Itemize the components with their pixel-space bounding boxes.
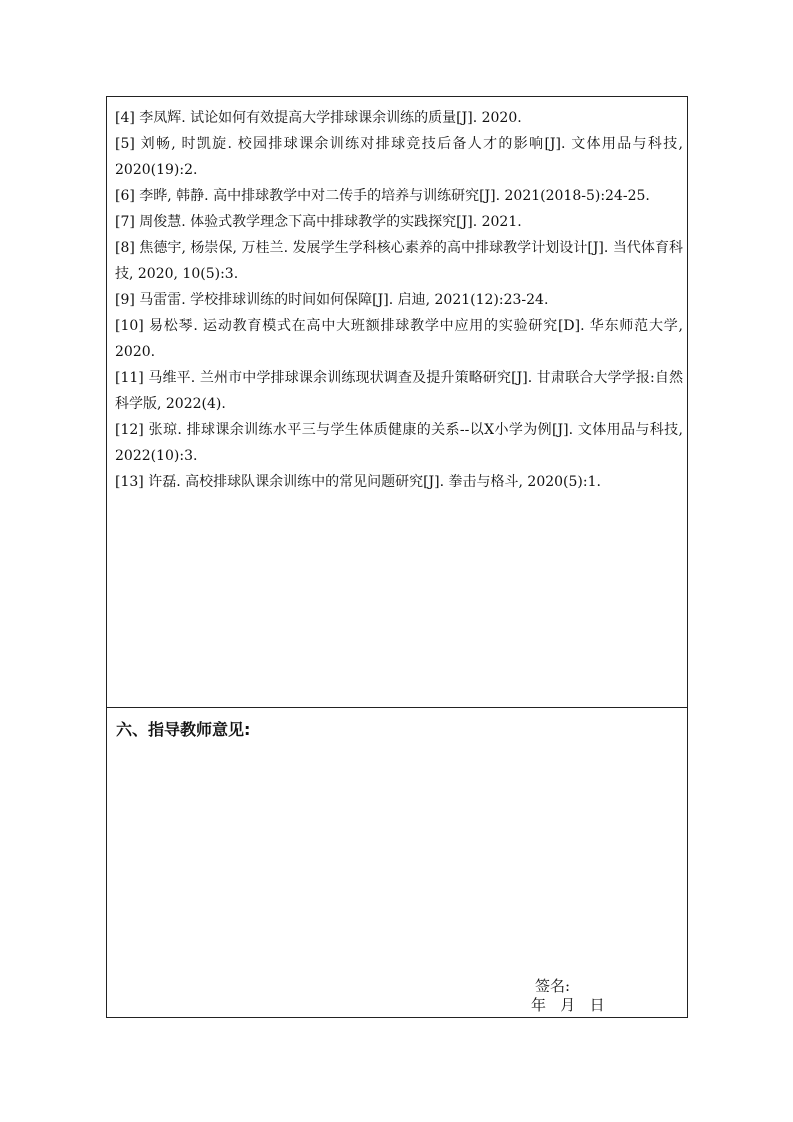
references-cell	[107, 97, 687, 708]
reference-item: [12] 张琼. 排球课余训练水平三与学生体质健康的关系--以X小学为例[J]. 文体用品与科技, 2022(10):3.	[115, 422, 683, 464]
form-table	[106, 96, 688, 1018]
reference-item: [13] 许磊. 高校排球队课余训练中的常见问题研究[J]. 拳击与格斗, 2020(5):1.	[115, 474, 601, 490]
advisor-opinion-cell[interactable]	[107, 708, 687, 1018]
signature-label: 签名:	[535, 977, 571, 995]
reference-item: [11] 马维平. 兰州市中学排球课余训练现状调查及提升策略研究[J]. 甘肃联合大学学报:自然科学版, 2022(4).	[115, 370, 683, 412]
reference-item: [4] 李凤辉. 试论如何有效提高大学排球课余训练的质量[J]. 2020.	[115, 110, 522, 126]
reference-item: [8] 焦德宇, 杨崇保, 万桂兰. 发展学生学科核心素养的高中排球教学计划设计[J]. 当代体育科技, 2020, 10(5):3.	[115, 240, 683, 282]
reference-item: [5] 刘畅, 时凯旋. 校园排球课余训练对排球竞技后备人才的影响[J]. 文体用品与科技, 2020(19):2.	[115, 136, 683, 178]
reference-item: [9] 马雷雷. 学校排球训练的时间如何保障[J]. 启迪, 2021(12):23-24.	[115, 292, 549, 308]
advisor-opinion-heading: 六、指导教师意见:	[116, 720, 251, 739]
reference-list	[115, 105, 683, 495]
reference-item: [7] 周俊慧. 体验式教学理念下高中排球教学的实践探究[J]. 2021.	[115, 214, 522, 230]
reference-item: [10] 易松琴. 运动教育模式在高中大班额排球教学中应用的实验研究[D]. 华东师范大学, 2020.	[115, 318, 683, 360]
reference-item: [6] 李晔, 韩静. 高中排球教学中对二传手的培养与训练研究[J]. 2021(2018-5):24-25.	[115, 188, 650, 204]
date-line: 年 月 日	[531, 996, 605, 1014]
